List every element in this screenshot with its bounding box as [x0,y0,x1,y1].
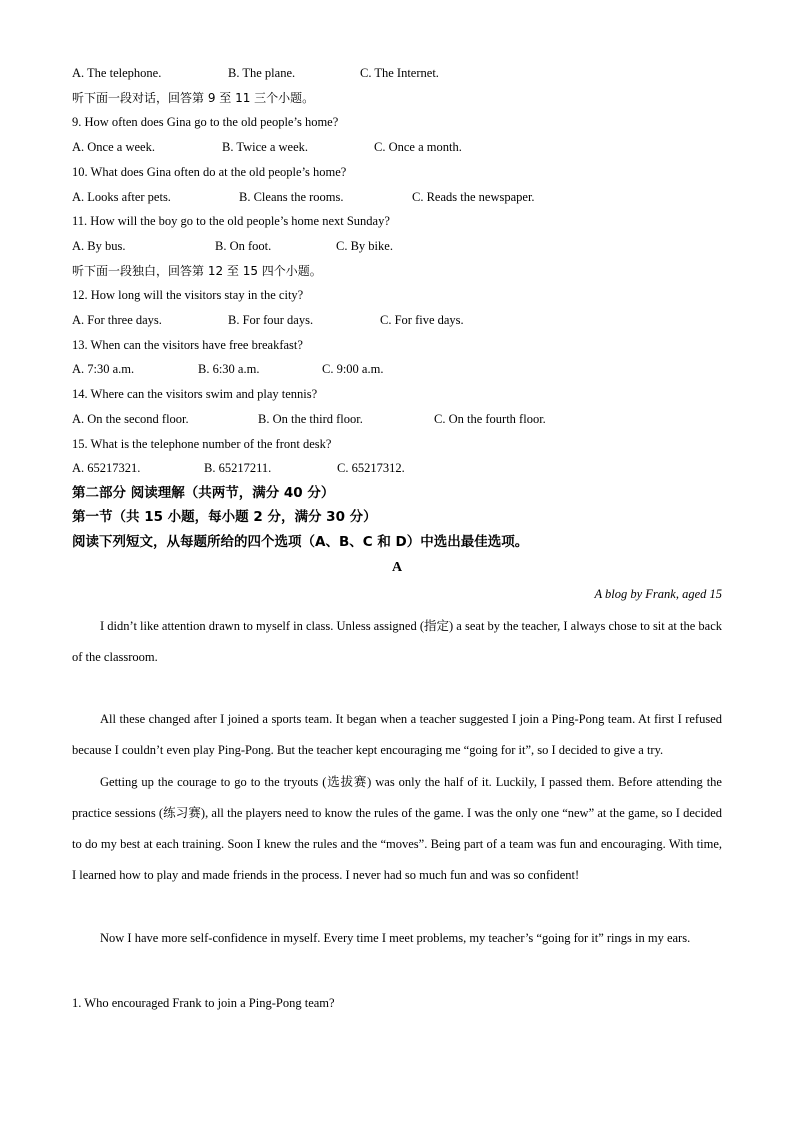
q8-option-c: C. The Internet. [360,66,439,80]
passage-letter: A [391,560,403,575]
q12-option-b: B. For four days. [228,313,314,327]
q13-option-c: C. 9:00 a.m. [322,362,384,376]
q12-option-c: C. For five days. [380,313,464,327]
q11-option-a: A. By bus. [72,239,126,253]
q15-option-b: B. 65217211. [204,461,272,475]
q11-option-b: B. On foot. [215,239,272,253]
q9-option-a: A. Once a week. [72,140,155,154]
q8-option-b: B. The plane. [228,66,296,80]
question-9: 9. How often does Gina go to the old people’s home? [72,115,339,129]
question-13: 13. When can the visitors have free breakfast? [72,338,303,352]
part-two-header: 第二部分 阅读理解（共两节，满分 40 分） [72,485,335,501]
q13-option-b: B. 6:30 a.m. [198,362,260,376]
passage-byline: A blog by Frank, aged 15 [594,587,722,601]
passage-paragraph-4: Now I have more self-confidence in myself. Every time I meet problems, my teacher’s “going for it” rings in my ears. [100,931,691,945]
question-10: 10. What does Gina often do at the old people’s home? [72,165,347,179]
q10-option-b: B. Cleans the rooms. [239,190,344,204]
section-instruction-9-11: 听下面一段对话，回答第 9 至 11 三个小题。 [72,91,315,105]
question-15: 15. What is the telephone number of the front desk? [72,437,332,451]
q15-option-a: A. 65217321. [72,461,141,475]
q12-option-a: A. For three days. [72,313,162,327]
q15-option-c: C. 65217312. [337,461,405,475]
passage-paragraph-1: I didn’t like attention drawn to myself in class. Unless assigned (指定) a seat by the teacher, I always chose to sit at the back of the classroom. [72,619,723,664]
question-12: 12. How long will the visitors stay in the city? [72,288,304,302]
q14-option-a: A. On the second floor. [72,412,189,426]
passage-paragraph-2: All these changed after I joined a sports team. It began when a teacher suggested I join a Ping-Pong team. At first I refused because I couldn’t even play Ping-Pong. But the teacher kept encouraging me “going for it”, so I decided to give a try. [72,712,722,757]
q14-option-b: B. On the third floor. [258,412,363,426]
q10-option-c: C. Reads the newspaper. [412,190,535,204]
question-14: 14. Where can the visitors swim and play tennis? [72,387,318,401]
q8-option-a: A. The telephone. [72,66,162,80]
q13-option-a: A. 7:30 a.m. [72,362,135,376]
section-instruction-12-15: 听下面一段独白，回答第 12 至 15 四个小题。 [72,264,322,278]
q9-option-c: C. Once a month. [374,140,462,154]
q9-option-b: B. Twice a week. [222,140,309,154]
q11-option-c: C. By bike. [336,239,393,253]
passage-paragraph-3: Getting up the courage to go to the tryouts (选拔赛) was only the half of it. Luckily, I passed them. Before attending the practice sessions (练习赛), all the players need to know the rules of the game. I was the only one “new” at the game, so I decided to do my best at each training. Soon I knew the rules and the “moves”. Being part of a team was fun and encouraging. With time, I learned how to play and made friends in the process. I never had so much fun and was so confident! [72,775,722,882]
q10-option-a: A. Looks after pets. [72,190,171,204]
q14-option-c: C. On the fourth floor. [434,412,546,426]
section-one-header: 第一节（共 15 小题，每小题 2 分，满分 30 分） [72,509,377,525]
question-11: 11. How will the boy go to the old people’s home next Sunday? [72,214,390,228]
reading-question-1: 1. Who encouraged Frank to join a Ping-Pong team? [72,996,335,1010]
reading-instruction: 阅读下列短文，从每题所给的四个选项（A、B、C 和 D）中选出最佳选项。 [72,534,529,550]
